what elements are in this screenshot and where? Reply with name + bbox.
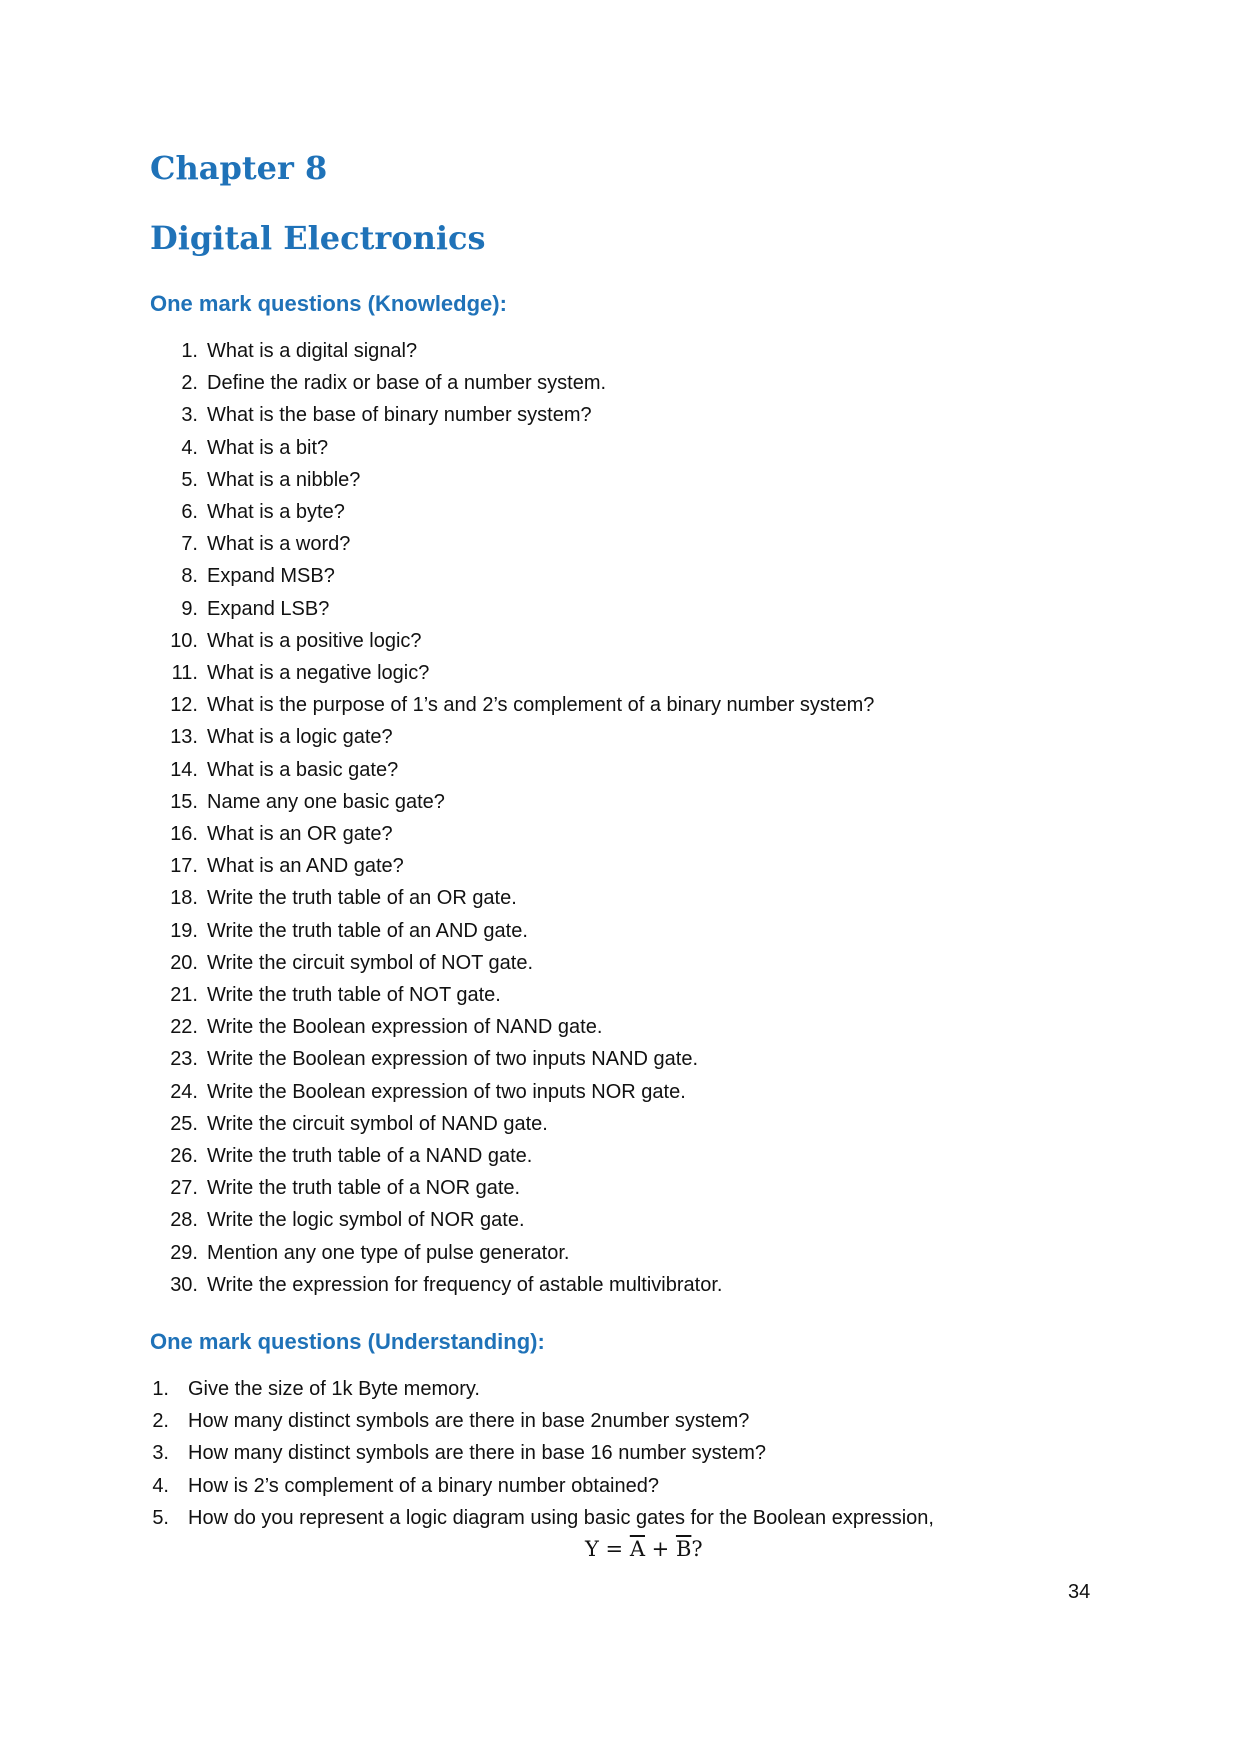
subject-title: Digital Electronics — [150, 219, 486, 257]
question-item — [150, 754, 1150, 786]
question-number: 7. — [181, 533, 198, 556]
question-number: 5. — [181, 468, 198, 491]
question-text: What is a positive logic? — [207, 629, 422, 652]
question-number: 17. — [170, 855, 198, 878]
question-item — [150, 1140, 1150, 1172]
question-text: What is a nibble? — [207, 468, 361, 491]
question-number: 4. — [181, 436, 198, 459]
question-number: 13. — [170, 726, 198, 749]
question-text: What is an AND gate? — [207, 855, 404, 878]
question-text: What is the purpose of 1’s and 2’s complement of a binary number system? — [207, 694, 875, 717]
question-item — [150, 528, 1150, 560]
question-number: 25. — [170, 1112, 198, 1135]
question-item — [150, 625, 1150, 657]
question-number: 1. — [181, 340, 198, 362]
question-number: 18. — [170, 887, 198, 910]
question-item — [150, 1108, 1150, 1140]
equation-term-b-bar: $\overline{B}$ — [675, 1537, 692, 1561]
question-text: What is a bit? — [207, 436, 329, 459]
question-text: Write the truth table of a NOR gate. — [207, 1177, 521, 1200]
question-text: Write the truth table of an OR gate. — [207, 887, 517, 910]
question-item — [150, 689, 1150, 721]
question-item — [150, 1204, 1150, 1236]
question-number: 3. — [152, 1442, 169, 1465]
question-text: How do you represent a logic diagram using basic gates for the Boolean expression, — [188, 1506, 934, 1529]
question-item — [150, 367, 1150, 399]
question-text: What is a basic gate? — [207, 758, 399, 781]
question-number: 11. — [171, 662, 198, 685]
section-heading-understanding: One mark questions (Understanding): — [150, 1329, 545, 1354]
question-text: Write the circuit symbol of NOT gate. — [207, 951, 534, 974]
question-text: What is a digital signal? — [207, 340, 418, 362]
question-number: 5. — [152, 1506, 169, 1529]
question-item — [150, 1437, 1150, 1469]
question-text: Expand LSB? — [207, 597, 330, 620]
question-text: How many distinct symbols are there in base 2number system? — [188, 1410, 750, 1433]
question-text: Write the Boolean expression of two inputs NAND gate. — [207, 1048, 698, 1071]
question-item — [150, 432, 1150, 464]
question-number: 2. — [181, 372, 198, 395]
question-item — [150, 1076, 1150, 1108]
question-text: Write the Boolean expression of two inputs NOR gate. — [207, 1080, 686, 1103]
question-text: Name any one basic gate? — [207, 790, 445, 813]
question-item — [150, 1502, 1150, 1534]
question-number: 26. — [170, 1145, 198, 1168]
question-number: 4. — [152, 1474, 169, 1497]
question-item — [150, 399, 1150, 431]
question-item — [150, 818, 1150, 850]
question-item — [150, 947, 1150, 979]
question-item — [150, 1172, 1150, 1204]
equation-term-a-bar: $\overline{A}$ — [629, 1537, 645, 1561]
question-number: 20. — [170, 951, 198, 974]
question-item — [150, 1470, 1150, 1502]
question-number: 2. — [152, 1410, 169, 1433]
question-text: What is a negative logic? — [207, 662, 430, 685]
question-number: 23. — [170, 1048, 198, 1071]
question-text: Write the truth table of a NAND gate. — [207, 1145, 533, 1168]
question-text: Write the circuit symbol of NAND gate. — [207, 1112, 548, 1135]
question-number: 22. — [170, 1016, 198, 1039]
understanding-question-list — [150, 1373, 1150, 1534]
question-item — [150, 657, 1150, 689]
question-item — [150, 560, 1150, 592]
question-item — [150, 1405, 1150, 1437]
question-text: Write the Boolean expression of NAND gate. — [207, 1016, 603, 1039]
question-item — [150, 1043, 1150, 1075]
question-item — [150, 1237, 1150, 1269]
question-text: Define the radix or base of a number system. — [207, 372, 607, 395]
question-number: 10. — [170, 629, 198, 652]
question-text: What is an OR gate? — [207, 823, 393, 846]
question-text: Write the truth table of NOT gate. — [207, 984, 501, 1007]
question-number: 19. — [170, 919, 198, 942]
question-item — [150, 1269, 1150, 1301]
question-number: 16. — [170, 823, 198, 846]
question-text: Write the truth table of an AND gate. — [207, 919, 528, 942]
question-item — [150, 464, 1150, 496]
question-item — [150, 1373, 1150, 1405]
question-number: 12. — [170, 694, 198, 717]
question-text: What is the base of binary number system? — [207, 404, 592, 427]
question-text: What is a word? — [207, 533, 351, 556]
question-number: 27. — [170, 1177, 198, 1200]
question-item — [150, 1011, 1150, 1043]
question-number: 3. — [181, 404, 198, 427]
page-number: 34 — [1068, 1581, 1091, 1603]
question-item — [150, 593, 1150, 625]
question-number: 30. — [170, 1273, 198, 1296]
question-item — [150, 786, 1150, 818]
question-item — [150, 915, 1150, 947]
question-text: Write the logic symbol of NOR gate. — [207, 1209, 525, 1232]
question-number: 14. — [170, 758, 198, 781]
question-text: What is a byte? — [207, 501, 345, 524]
question-item — [150, 335, 1150, 367]
question-number: 29. — [170, 1241, 198, 1264]
question-item — [150, 882, 1150, 914]
question-text: Mention any one type of pulse generator. — [207, 1241, 570, 1264]
question-number: 28. — [170, 1209, 198, 1232]
section-heading-knowledge: One mark questions (Knowledge): — [150, 291, 507, 316]
equation-lhs: Y = — [585, 1537, 630, 1561]
boolean-equation — [585, 1534, 703, 1564]
question-text: Expand MSB? — [207, 565, 335, 588]
question-item — [150, 496, 1150, 528]
knowledge-question-list — [150, 335, 1150, 1301]
question-number: 9. — [181, 597, 198, 620]
question-number: 21. — [170, 984, 198, 1007]
question-text: Give the size of 1k Byte memory. — [188, 1378, 480, 1400]
chapter-title: Chapter 8 — [150, 149, 328, 187]
question-number: 24. — [170, 1080, 198, 1103]
equation-plus: + — [644, 1537, 676, 1561]
question-number: 1. — [152, 1378, 169, 1400]
question-number: 8. — [181, 565, 198, 588]
question-text: Write the expression for frequency of astable multivibrator. — [207, 1273, 723, 1296]
question-text: How is 2’s complement of a binary number obtained? — [188, 1474, 659, 1497]
equation-suffix: ? — [691, 1537, 703, 1561]
question-item — [150, 979, 1150, 1011]
question-text: How many distinct symbols are there in base 16 number system? — [188, 1442, 767, 1465]
question-text: What is a logic gate? — [207, 726, 393, 749]
question-item — [150, 721, 1150, 753]
question-item — [150, 850, 1150, 882]
question-number: 6. — [181, 501, 198, 524]
question-number: 15. — [170, 790, 198, 813]
